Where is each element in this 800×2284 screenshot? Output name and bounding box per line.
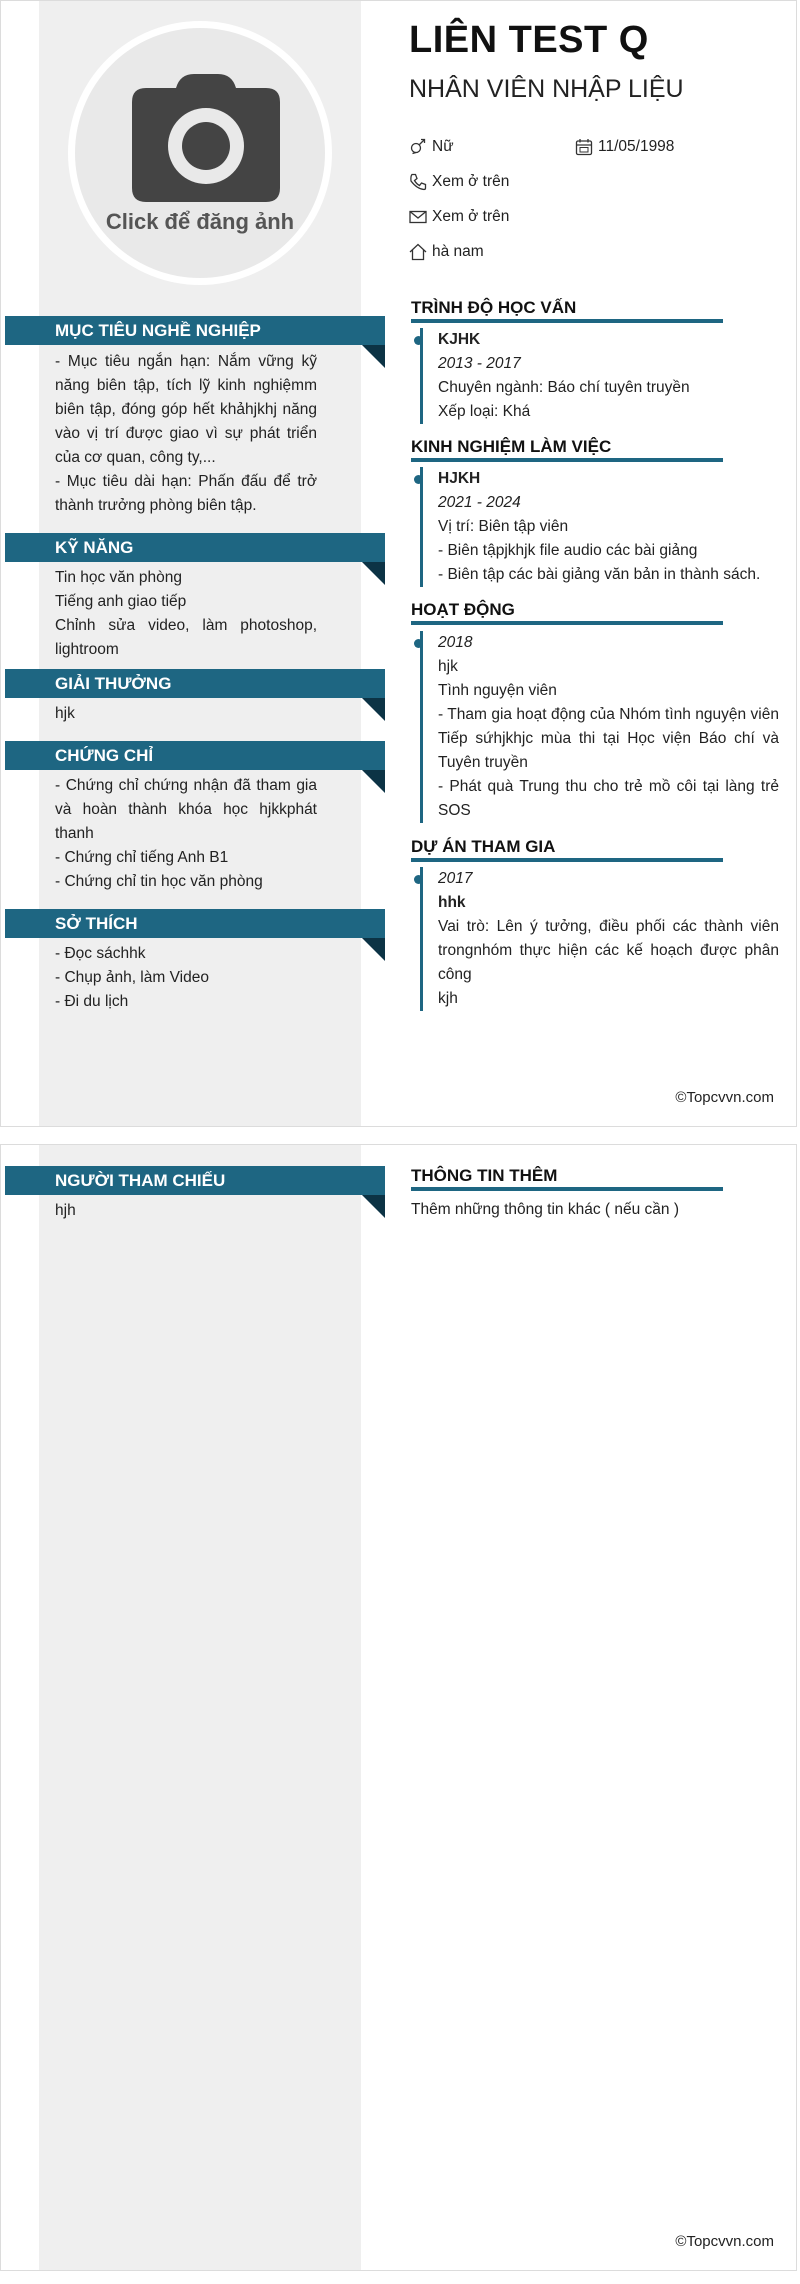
section-experience-title: KINH NGHIỆM LÀM VIỆC (411, 437, 612, 456)
mail-icon (409, 208, 427, 226)
section-experience-header[interactable] (411, 437, 723, 462)
ribbon-fold (362, 938, 385, 961)
section-projects-title: DỰ ÁN THAM GIA (411, 837, 556, 856)
experience-company: HJKH (438, 470, 481, 487)
timeline-dot (414, 875, 423, 884)
phone-value: Xem ở trên (432, 173, 510, 190)
objective-content[interactable] (55, 350, 317, 518)
skill-item: Tin học văn phòng (55, 569, 182, 586)
project-entry[interactable] (420, 867, 779, 1011)
objective-long-term: - Mục tiêu dài hạn: Phấn đấu để trở thành trưởng phòng biên tập. (55, 473, 317, 514)
left-sidebar (39, 1145, 361, 2270)
section-extra-header[interactable] (411, 1166, 723, 1191)
ribbon-fold (362, 1195, 385, 1218)
section-hobbies-title: SỞ THÍCH (55, 914, 138, 933)
section-references-header[interactable] (5, 1166, 385, 1195)
ribbon-fold (362, 770, 385, 793)
timeline-dot (414, 639, 423, 648)
timeline-dot (414, 336, 423, 345)
avatar-upload[interactable] (68, 21, 332, 285)
email-value: Xem ở trên (432, 208, 510, 225)
section-education-header[interactable] (411, 298, 723, 323)
gender-icon (409, 138, 427, 156)
project-year: 2017 (438, 870, 473, 887)
candidate-name[interactable]: LIÊN TEST Q (409, 19, 649, 61)
photo-upload-label[interactable]: Click để đăng ảnh (105, 209, 295, 234)
ribbon-fold (362, 562, 385, 585)
skill-item: Tiếng anh giao tiếp (55, 593, 187, 610)
activity-year: 2018 (438, 634, 473, 651)
education-grade: Xếp loại: Khá (438, 403, 531, 420)
awards-content[interactable] (55, 702, 317, 726)
award-item: hjk (55, 705, 75, 722)
certificate-item: - Chứng chỉ chứng nhận đã tham gia và hoàn thành khóa học hjkkphát thanh (55, 777, 317, 842)
objective-short-term: - Mục tiêu ngắn hạn: Nắm vững kỹ năng biên tập, tích lỹ kinh nghiệmm biên tập, đóng góp hết khảhjkhj năng vào vị trí được giao vì sự phát triển của cơ quan, công ty,... (55, 353, 317, 466)
section-awards-title: GIẢI THƯỞNG (55, 674, 172, 693)
section-extra-title: THÔNG TIN THÊM (411, 1166, 558, 1185)
education-school: KJHK (438, 331, 481, 348)
cv-page-1 (0, 0, 797, 1127)
skills-content[interactable] (55, 566, 317, 662)
section-certificates-title: CHỨNG CHỈ (55, 746, 154, 765)
section-certificates-header[interactable] (5, 741, 385, 770)
experience-entry[interactable] (420, 467, 779, 587)
certificate-item: - Chứng chỉ tiếng Anh B1 (55, 849, 229, 866)
cv-page-2 (0, 1144, 797, 2271)
address-value: hà nam (432, 243, 484, 260)
section-objective-title: MỤC TIÊU NGHỀ NGHIỆP (55, 321, 261, 340)
project-name: hhk (438, 894, 466, 911)
section-activities-header[interactable] (411, 600, 723, 625)
experience-role: Vị trí: Biên tập viên (438, 518, 569, 535)
ribbon-fold (362, 698, 385, 721)
section-objective-header[interactable] (5, 316, 385, 345)
section-projects-header[interactable] (411, 837, 723, 862)
home-icon (409, 243, 427, 261)
project-role: Vai trò: Lên ý tưởng, điều phối các thành viên trongnhóm thực hiện các kế hoạch được phân công (438, 918, 779, 983)
education-major: Chuyên ngành: Báo chí tuyên truyền (438, 379, 690, 396)
experience-period: 2021 - 2024 (438, 494, 521, 511)
footer-copyright: ©Topcvvn.com (675, 1089, 774, 1106)
extra-content[interactable]: Thêm những thông tin khác ( nếu cần ) (411, 1201, 680, 1218)
ribbon-fold (362, 345, 385, 368)
footer-copyright: ©Topcvvn.com (675, 2233, 774, 2250)
section-skills-title: KỸ NĂNG (55, 538, 134, 557)
activity-item: - Tham gia hoạt động của Nhóm tình nguyện viên Tiếp sứhjkhjc mùa thi tại Học viện Báo chí và Tuyên truyền (438, 706, 779, 771)
section-education-title: TRÌNH ĐỘ HỌC VẤN (411, 298, 577, 317)
skill-item: Chỉnh sửa video, làm photoshop, lightroom (55, 617, 317, 658)
hobby-item: - Chụp ảnh, làm Video (55, 969, 209, 986)
camera-icon (132, 74, 280, 202)
section-skills-header[interactable] (5, 533, 385, 562)
experience-duty: - Biên tậpjkhjk file audio các bài giảng (438, 542, 698, 559)
section-references-title: NGƯỜI THAM CHIẾU (55, 1171, 226, 1190)
gender-value: Nữ (432, 138, 454, 155)
activity-item: - Phát quà Trung thu cho trẻ mồ côi tại làng trẻ SOS (438, 778, 779, 819)
activity-entry[interactable] (420, 631, 779, 823)
candidate-position[interactable]: NHÂN VIÊN NHẬP LIỆU (409, 75, 684, 103)
section-hobbies-header[interactable] (5, 909, 385, 938)
phone-icon (409, 173, 427, 191)
experience-duty: - Biên tập các bài giảng văn bản in thành sách. (438, 566, 761, 583)
section-activities-title: HOẠT ĐỘNG (411, 600, 515, 619)
hobby-item: - Đọc sáchhk (55, 945, 146, 962)
education-period: 2013 - 2017 (438, 355, 521, 372)
timeline-dot (414, 475, 423, 484)
hobby-item: - Đi du lịch (55, 993, 129, 1010)
hobbies-content[interactable] (55, 942, 317, 1014)
activity-org: hjk (438, 658, 458, 675)
calendar-icon (575, 138, 593, 156)
activity-role: Tình nguyện viên (438, 682, 557, 699)
section-awards-header[interactable] (5, 669, 385, 698)
certificates-content[interactable] (55, 774, 317, 894)
project-note: kjh (438, 990, 458, 1007)
references-content[interactable] (55, 1199, 317, 1223)
certificate-item: - Chứng chỉ tin học văn phòng (55, 873, 263, 890)
education-entry[interactable] (420, 328, 779, 424)
birthday-value: 11/05/1998 (598, 138, 675, 155)
reference-item: hjh (55, 1202, 76, 1219)
